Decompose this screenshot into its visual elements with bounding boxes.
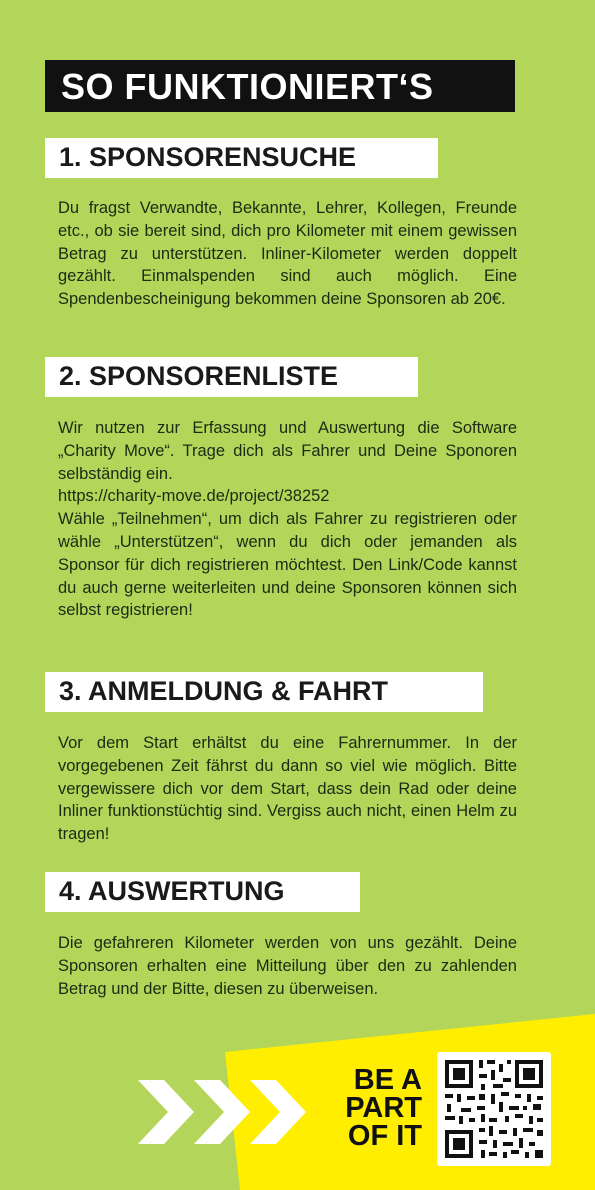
qr-code[interactable] <box>437 1052 551 1166</box>
page-title: SO FUNKTIONIERT‘S <box>45 60 515 112</box>
cta-line: BE A <box>353 1064 422 1096</box>
paragraph: Wir nutzen zur Erfassung und Auswertung die Software „Charity Move“. Trage dich als Fahrer und Deine Sponoren selbständig ein. <box>58 419 517 483</box>
project-link[interactable]: https://charity-move.de/project/38252 <box>58 487 330 506</box>
section-heading-sponsorenliste: 2. SPONSORENLISTE <box>45 357 418 397</box>
cta-line: PART <box>345 1092 422 1124</box>
paragraph: Die gefahreren Kilometer werden von uns gezählt. Deine Sponsoren erhalten eine Mitteilung über den zu zahlenden Betrag und der Bitte, diesen zu überweisen. <box>58 934 517 998</box>
cta-line: OF IT <box>347 1120 422 1152</box>
chevron-right-icon <box>138 1080 306 1144</box>
paragraph: Du fragst Verwandte, Bekannte, Lehrer, Kollegen, Freunde etc., ob sie bereit sind, dich pro Kilometer mit einem gewissen Betrag zu unterstützen. Inliner-Kilometer werden doppelt gezählt. Einmalspenden sind auch möglich. Eine Spendenbescheinigung bekommen deine Sponsoren ab 20€. <box>58 199 517 309</box>
paragraph: Vor dem Start erhältst du eine Fahrernummer. In der vorgegebenen Zeit fährst du dann so viel wie möglich. Bitte vergewissere dich vor dem Start, dass dein Rad oder deine Inliner funktionstüchtig sind. Vergiss auch nicht, einen Helm zu tragen! <box>58 734 517 844</box>
qr-code-icon <box>437 1052 551 1166</box>
section-heading-anmeldung-fahrt: 3. ANMELDUNG & FAHRT <box>45 672 483 712</box>
section-heading-auswertung: 4. AUSWERTUNG <box>45 872 360 912</box>
paragraph: Wähle „Teilnehmen“, um dich als Fahrer zu registrieren oder wähle „Unterstützen“, wenn du dich oder jemanden als Sponsor für dich registrieren möchtest. Den Link/Code kannst du auch gerne weiterleiten und deine Sponsoren können sich selbst registrieren! <box>58 510 517 620</box>
section-heading-sponsorensuche: 1. SPONSORENSUCHE <box>45 138 438 178</box>
cta-text <box>320 1066 422 1150</box>
